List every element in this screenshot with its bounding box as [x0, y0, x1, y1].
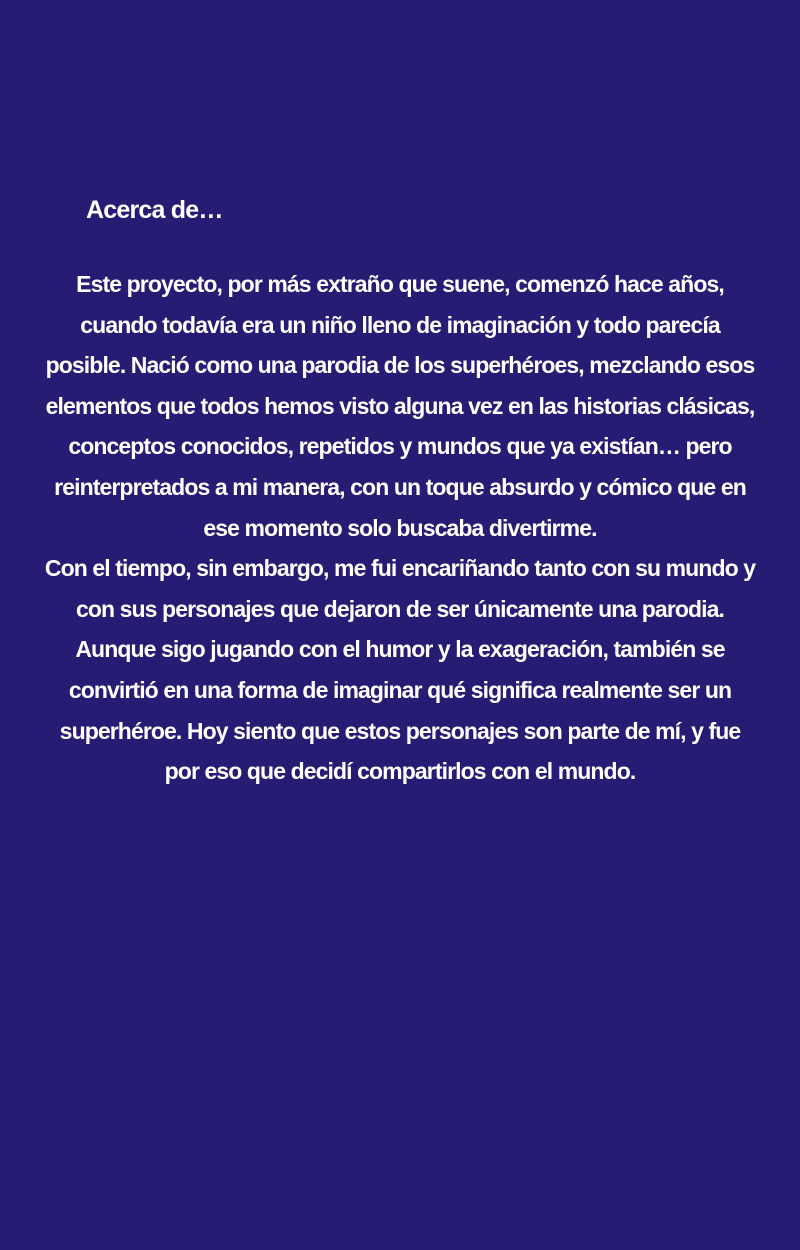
page-title: Acerca de… — [86, 196, 223, 224]
about-paragraph-1: Este proyecto, por más extraño que suene, comenzó hace años, cuando todavía era un niño lleno de imaginación y todo parecía posible. Nació como una parodia de los superhéroes, mezclando esos elementos que todos hemos visto alguna vez en las historias clásicas, conceptos conocidos, repetidos y mundos que ya existían… pero reinterpretados a mi manera, con un toque absurdo y cómico que en ese momento solo buscaba divertirme. — [45, 271, 755, 541]
about-paragraph-2: Con el tiempo, sin embargo, me fui encariñando tanto con su mundo y con sus personajes que dejaron de ser únicamente una parodia. Aunque sigo jugando con el humor y la exageración, también se convirtió en una forma de imaginar qué significa realmente ser un superhéroe. Hoy siento que estos personajes son parte de mí, y fue por eso que decidí compartirlos con el mundo. — [44, 555, 756, 785]
about-text — [40, 264, 760, 792]
